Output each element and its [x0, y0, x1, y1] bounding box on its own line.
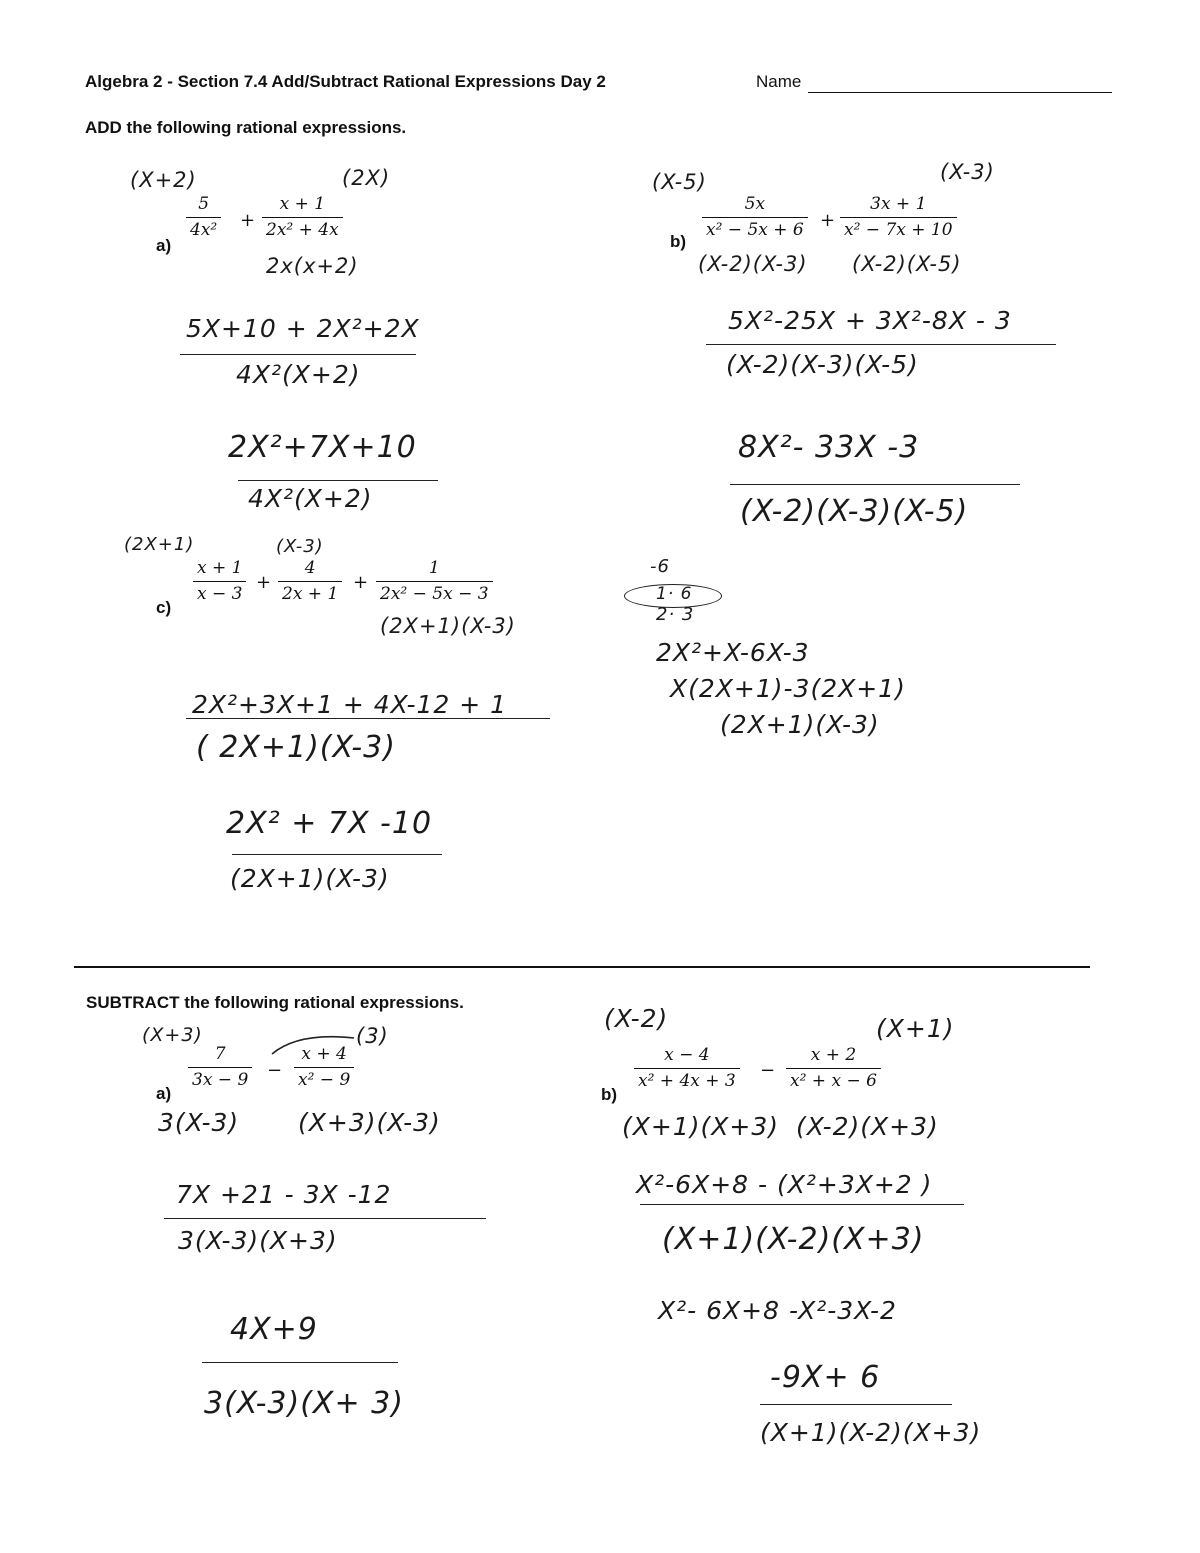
hw-factored-denominator: 2x(x+2)	[266, 254, 359, 278]
fraction-term	[840, 196, 957, 239]
subtract-section-heading: SUBTRACT the following rational expressions.	[86, 993, 464, 1012]
plus-operator: +	[240, 210, 256, 231]
fraction-bar	[232, 854, 442, 855]
numerator: 3x + 1	[870, 194, 927, 214]
denominator: x² + x − 6	[786, 1068, 881, 1090]
hw-factored-denominator: (X-2)(X+3)	[796, 1112, 939, 1141]
numerator: x − 4	[664, 1045, 710, 1065]
fraction-bar	[202, 1362, 398, 1363]
hw-answer-denominator: 3(X-3)(X+ 3)	[204, 1386, 404, 1421]
fraction-bar	[186, 718, 550, 719]
hw-factored-denominator: (X-2)(X-3)	[698, 252, 808, 276]
fraction-term	[278, 560, 342, 603]
denominator: x² − 5x + 6	[702, 217, 808, 239]
numerator: x + 1	[197, 558, 243, 578]
hw-side-work: 1· 6	[656, 584, 693, 604]
hw-multiplier: (X+2)	[130, 168, 197, 192]
hw-multiplier: (X-2)	[604, 1004, 669, 1033]
hw-factored-denominator: (X-2)(X-5)	[852, 252, 962, 276]
fraction-term	[376, 560, 493, 603]
plus-operator: +	[353, 572, 369, 593]
fraction-term	[186, 196, 221, 239]
numerator: 5	[198, 194, 210, 214]
hw-step-line: X²- 6X+8 -X²-3X-2	[658, 1296, 897, 1325]
hw-factored-denominator: 3(X-3)	[158, 1108, 240, 1137]
fraction-bar	[760, 1404, 952, 1405]
hw-step-denominator: ( 2X+1)(X-3)	[196, 730, 396, 765]
fraction-bar	[706, 344, 1056, 345]
hw-answer-denominator: (2X+1)(X-3)	[230, 864, 390, 893]
hw-factored-denominator: (X+1)(X+3)	[622, 1112, 779, 1141]
problem-label: b)	[670, 232, 687, 251]
numerator: x + 4	[301, 1044, 347, 1064]
minus-operator: −	[760, 1060, 776, 1081]
hw-answer-numerator: 2X²+7X+10	[228, 430, 417, 465]
problem-label: c)	[156, 598, 172, 617]
hw-step-numerator: 5X+10 + 2X²+2X	[186, 314, 420, 343]
minus-operator: −	[267, 1060, 283, 1081]
numerator: x + 2	[810, 1045, 857, 1065]
fraction-bar	[180, 354, 416, 355]
denominator: 4x²	[186, 217, 221, 239]
name-input-line[interactable]	[808, 92, 1112, 93]
problem-label: a)	[156, 1084, 172, 1103]
fraction-term	[294, 1046, 354, 1089]
hw-side-work: 2X²+X-6X-3	[656, 638, 810, 667]
hw-multiplier: (2X+1)	[124, 534, 195, 555]
plus-operator: +	[256, 572, 272, 593]
fraction-term	[262, 196, 343, 239]
hw-side-work: 2· 3	[656, 604, 695, 625]
hw-step-numerator: 7X +21 - 3X -12	[176, 1180, 392, 1209]
fraction-bar	[730, 484, 1020, 485]
add-section-heading: ADD the following rational expressions.	[85, 118, 407, 137]
plus-operator: +	[820, 210, 836, 231]
hw-multiplier: (X-3)	[276, 536, 324, 557]
fraction-term	[702, 196, 808, 239]
hw-step-denominator: (X-2)(X-3)(X-5)	[726, 350, 919, 379]
numerator: 1	[428, 558, 440, 578]
denominator: x − 3	[193, 581, 246, 603]
numerator: x + 1	[279, 194, 326, 214]
hw-answer-denominator: (X+1)(X-2)(X+3)	[760, 1418, 982, 1447]
problem-label: b)	[601, 1085, 618, 1104]
hw-answer-denominator: (X-2)(X-3)(X-5)	[740, 494, 969, 529]
fraction-term	[786, 1047, 881, 1090]
hw-multiplier: (X-5)	[652, 170, 707, 194]
hw-step-denominator: (X+1)(X-2)(X+3)	[662, 1222, 925, 1257]
denominator: 2x² + 4x	[262, 217, 343, 239]
hw-factored-denominator: (2X+1)(X-3)	[380, 614, 516, 638]
worksheet-title: Algebra 2 - Section 7.4 Add/Subtract Rational Expressions Day 2	[85, 72, 606, 91]
fraction-term	[634, 1047, 740, 1090]
name-label: Name	[756, 72, 802, 91]
section-divider	[74, 966, 1090, 968]
hw-multiplier: (X+1)	[876, 1014, 955, 1043]
hw-answer-numerator: 8X²- 33X -3	[738, 430, 920, 465]
denominator: 3x − 9	[188, 1067, 252, 1089]
numerator: 7	[214, 1044, 226, 1064]
denominator: x² − 9	[294, 1067, 354, 1089]
hw-answer-numerator: 4X+9	[230, 1312, 318, 1347]
numerator: 5x	[744, 194, 766, 214]
fraction-term	[188, 1046, 252, 1089]
numerator: 4	[304, 558, 316, 578]
denominator: x² − 7x + 10	[840, 217, 957, 239]
hw-multiplier: (2X)	[342, 166, 391, 190]
hw-step-numerator: 2X²+3X+1 + 4X-12 + 1	[192, 690, 508, 719]
problem-label: a)	[156, 236, 172, 255]
hw-factored-denominator: (X+3)(X-3)	[298, 1108, 441, 1137]
denominator: x² + 4x + 3	[634, 1068, 740, 1090]
denominator: 2x + 1	[278, 581, 342, 603]
hw-side-work: -6	[650, 556, 670, 577]
hw-answer-numerator: 2X² + 7X -10	[226, 806, 433, 841]
fraction-bar	[164, 1218, 486, 1219]
hw-answer-numerator: -9X+ 6	[770, 1360, 881, 1395]
hw-step-numerator: X²-6X+8 - (X²+3X+2 )	[636, 1170, 933, 1199]
hw-side-work: X(2X+1)-3(2X+1)	[670, 674, 906, 703]
hw-side-work: (2X+1)(X-3)	[720, 710, 880, 739]
hw-step-denominator: 3(X-3)(X+3)	[178, 1226, 338, 1255]
fraction-bar	[238, 480, 438, 481]
fraction-term	[193, 560, 246, 603]
hw-answer-denominator: 4X²(X+2)	[248, 484, 373, 513]
hw-step-numerator: 5X²-25X + 3X²-8X - 3	[728, 306, 1012, 335]
hw-step-denominator: 4X²(X+2)	[236, 360, 361, 389]
denominator: 2x² − 5x − 3	[376, 581, 493, 603]
hw-multiplier: (3)	[356, 1024, 389, 1048]
fraction-bar	[640, 1204, 964, 1205]
hw-multiplier: (X-3)	[940, 160, 995, 184]
hw-multiplier: (X+3)	[142, 1024, 203, 1046]
